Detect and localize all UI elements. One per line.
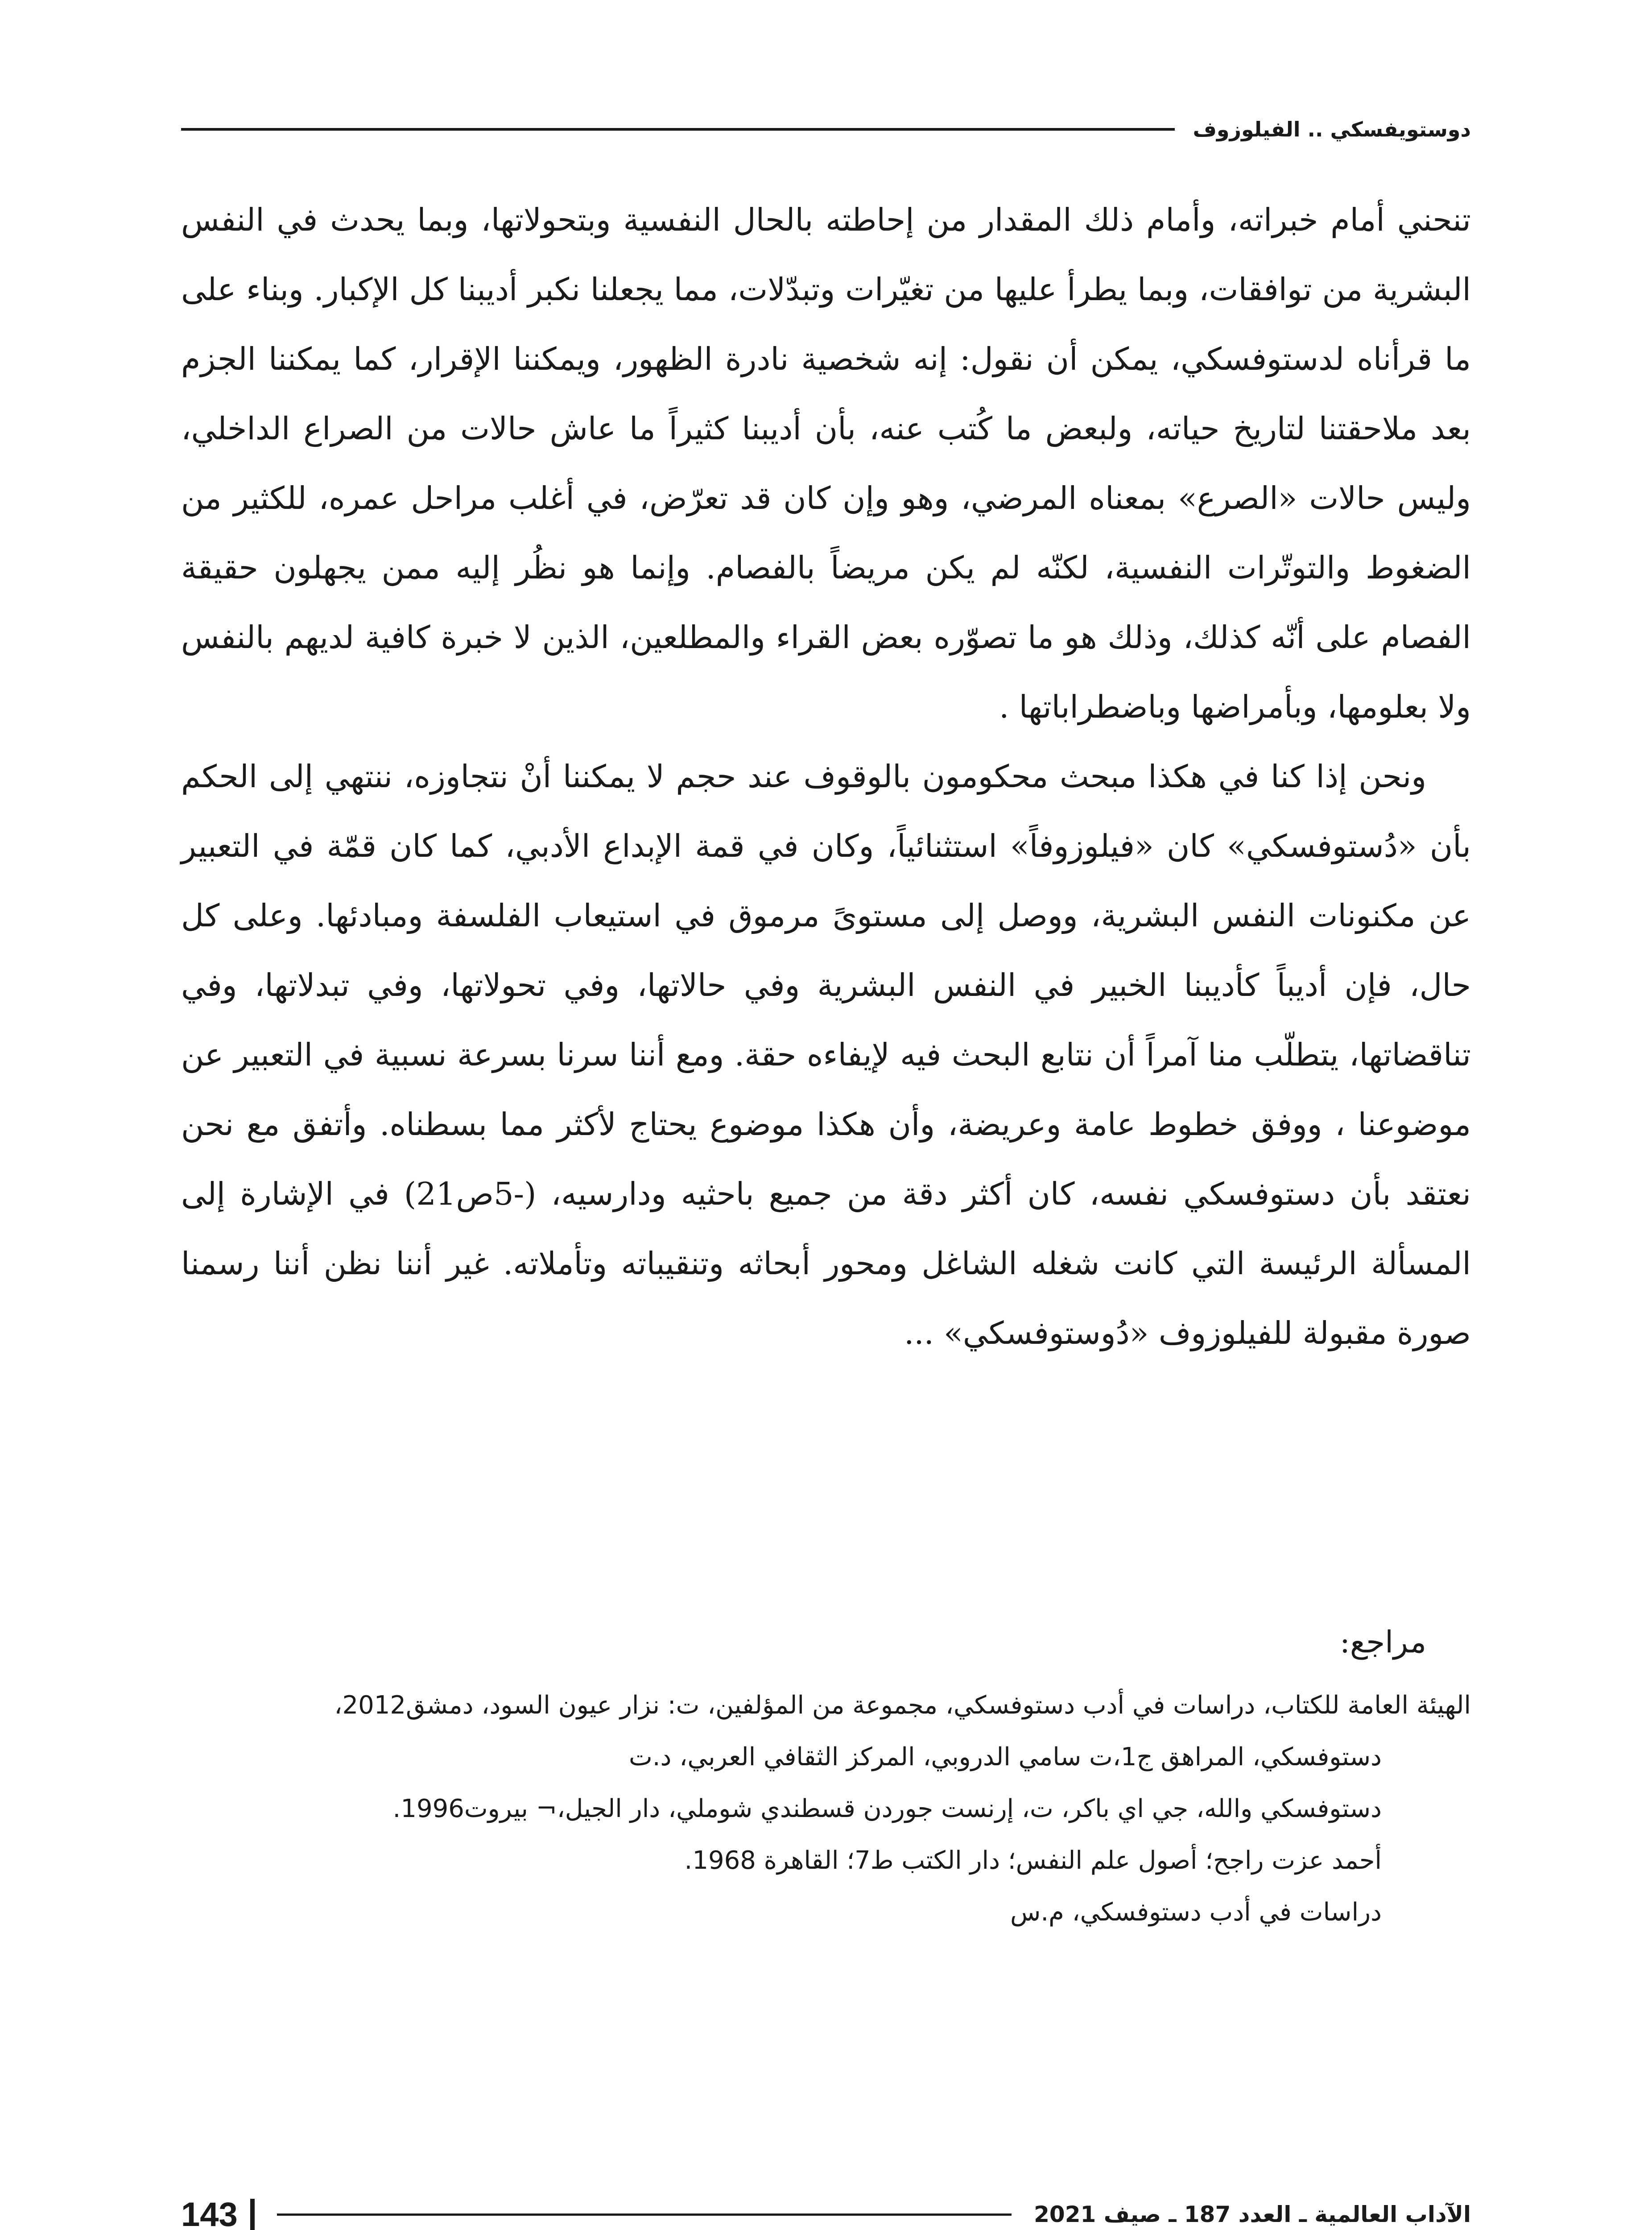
header-rule bbox=[181, 128, 1175, 131]
page-header bbox=[181, 112, 1471, 147]
page-number-separator bbox=[250, 2199, 255, 2230]
running-title: دوستويفسكي .. الفيلوزوف bbox=[1193, 117, 1471, 141]
references-section bbox=[181, 1614, 1471, 1938]
article-body bbox=[181, 185, 1471, 1368]
journal-info: الآداب العالمية ـ العدد 187 ـ صيف 2021 bbox=[1034, 2201, 1471, 2227]
reference-item: دستوفسكي، المراهق ج1،ت سامي الدروبي، المركز الثقافي العربي، د.ت bbox=[629, 1743, 1382, 1772]
reference-item: دستوفسكي والله، جي اي باكر، ت، إرنست جوردن قسطندي شوملي، دار الجيل،¬ بيروت1996. bbox=[392, 1794, 1382, 1823]
page-number: 143 bbox=[181, 2195, 238, 2230]
footer-rule bbox=[277, 2213, 1012, 2216]
reference-item: دراسات في أدب دستوفسكي، م.س bbox=[1010, 1898, 1382, 1927]
page-number-box bbox=[181, 2195, 277, 2230]
body-paragraph: تنحني أمام خبراته، وأمام ذلك المقدار من إحاطته بالحال النفسية وبتحولاتها، وبما يحدث في النفس البشرية من توافقات، وبما يطرأ عليها من تغيّرات وتبدّلات، مما يجعلنا نكبر أديبنا كل الإكبار. وبناء على ما قرأناه لدستوفسكي، يمكن أن نقول: إنه شخصية نادرة الظهور، ويمكننا الإقرار، كما يمكننا الجزم بعد ملاحقتنا لتاريخ حياته، ولبعض ما كُتب عنه، بأن أديبنا كثيراً ما عاش حالات من الصراع الداخلي، وليس حالات «الصرع» بمعناه المرضي، وهو وإن كان قد تعرّض، في أغلب مراحل عمره، للكثير من الضغوط والتوتّرات النفسية، لكنّه لم يكن مريضاً بالفصام. وإنما هو نظُر إليه ممن يجهلون حقيقة الفصام على أنّه كذلك، وذلك هو ما تصوّره بعض القراء والمطلعين، الذين لا خبرة كافية لديهم بالنفس ولا بعلومها، وبأمراضها وباضطراباتها . bbox=[181, 202, 1471, 725]
page-footer bbox=[181, 2192, 1471, 2230]
references-heading: مراجع: bbox=[1340, 1625, 1426, 1660]
reference-item: الهيئة العامة للكتاب، دراسات في أدب دستوفسكي، مجموعة من المؤلفين، ت: نزار عيون السود، دمشق2012، bbox=[334, 1691, 1471, 1720]
body-paragraph: ونحن إذا كنا في هكذا مبحث محكومون بالوقوف عند حجم لا يمكننا أنْ نتجاوزه، ننتهي إلى الحكم بأن «دُستوفسكي» كان «فيلوزوفاً» استثنائياً، وكان في قمة الإبداع الأدبي، كما كان قمّة في التعبير عن مكنونات النفس البشرية، ووصل إلى مستوىً مرموق في استيعاب الفلسفة ومبادئها. وعلى كل حال، فإن أديباً كأديبنا الخبير في النفس البشرية وفي حالاتها، وفي تحولاتها، وفي تبدلاتها، وفي تناقضاتها، يتطلّب منا آمراً أن نتابع البحث فيه لإيفاءه حقة. ومع أننا سرنا بسرعة نسبية في التعبير عن موضوعنا ، ووفق خطوط عامة وعريضة، وأن هكذا موضوع يحتاج لأكثر مما بسطناه. وأتفق مع نحن نعتقد بأن دستوفسكي نفسه، كان أكثر دقة من جميع باحثيه ودارسيه، (-5ص21) في الإشارة إلى المسألة الرئيسة التي كانت شغله الشاغل ومحور أبحاثه وتنقيباته وتأملاته. غير أننا نظن أننا رسمنا صورة مقبولة للفيلوزوف «دُوستوفسكي» ... bbox=[181, 758, 1471, 1351]
reference-item: أحمد عزت راجح؛ أصول علم النفس؛ دار الكتب ط7؛ القاهرة 1968. bbox=[684, 1846, 1382, 1875]
